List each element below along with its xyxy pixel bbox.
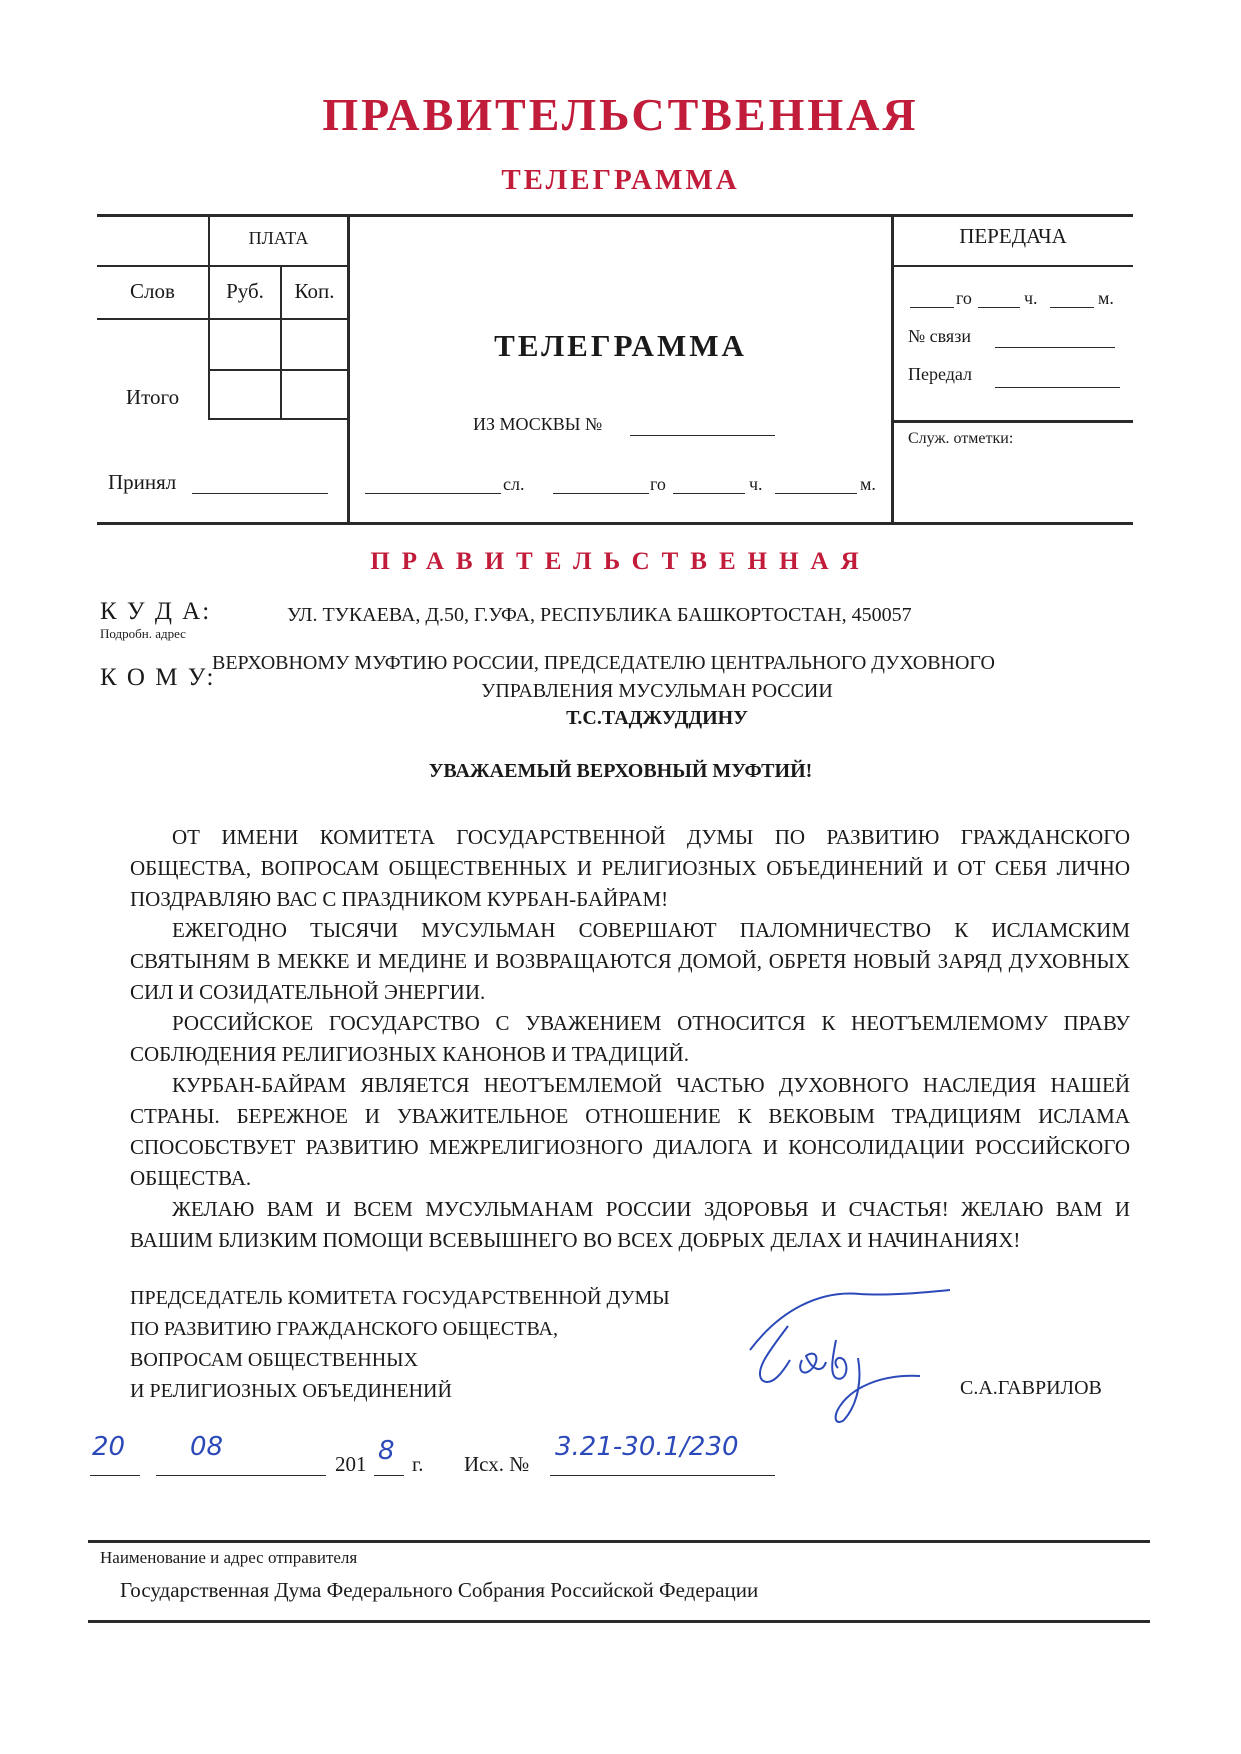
peredacha-label: ПЕРЕДАЧА: [959, 224, 1067, 248]
peredacha-rule: [893, 265, 1133, 267]
sluzh-rule: [893, 420, 1133, 423]
kuda-sublabel: Подробн. адрес: [100, 626, 186, 641]
date-year-digit: 8: [378, 1436, 395, 1466]
m-label: м.: [860, 474, 876, 494]
sender-top-rule: [88, 1540, 1150, 1543]
r-m-label: м.: [1098, 288, 1114, 308]
plata-rule: [97, 265, 349, 267]
position-line: ВОПРОСАМ ОБЩЕСТВЕННЫХ: [130, 1349, 419, 1371]
form-bottom-rule: [97, 522, 1133, 525]
paragraph: РОССИЙСКОЕ ГОСУДАРСТВО С УВАЖЕНИЕМ ОТНОСИТСЯ К НЕОТЪЕМЛЕМОМУ ПРАВУ СОБЛЮДЕНИЯ РЕЛИГИОЗНЫХ КАНОНОВ И ТРАДИЦИЙ.: [130, 1011, 1130, 1066]
prinyal-line: [192, 492, 328, 494]
sluzh-label: Служ. отметки:: [908, 430, 1014, 447]
sender-bottom-rule: [88, 1620, 1150, 1623]
position-line: И РЕЛИГИОЗНЫХ ОБЪЕДИНЕНИЙ: [130, 1380, 452, 1402]
komu-recipient: Т.С.ТАДЖУДДИНУ: [566, 707, 748, 729]
nom-svyazi-label: № связи: [908, 326, 971, 346]
iz-moskvy-label: ИЗ МОСКВЫ №: [473, 414, 603, 434]
slov-rule: [97, 318, 349, 320]
go-line: [553, 492, 649, 494]
plata-label: ПЛАТА: [248, 228, 309, 248]
paragraph: КУРБАН-БАЙРАМ ЯВЛЯЕТСЯ НЕОТЪЕМЛЕМОЙ ЧАСТЬЮ ДУХОВНОГО НАСЛЕДИЯ НАШЕЙ СТРАНЫ. БЕРЕЖНОЕ И УВАЖИТЕЛЬНОЕ ОТНОШЕНИЕ К ВЕКОВЫМ ТРАДИЦИЯМ ИСЛАМА СПОСОБСТВУЕТ РАЗВИТИЮ МЕЖРЕЛИГИОЗНОГО ДИАЛОГА И КОНСОЛИДАЦИИ РОССИЙСКОГО ОБЩЕСТВА.: [130, 1073, 1130, 1190]
date-year-suffix: г.: [412, 1452, 424, 1476]
date-month: 08: [190, 1432, 224, 1462]
date-year-prefix: 201: [335, 1452, 367, 1476]
komu-line-1: ВЕРХОВНОМУ МУФТИЮ РОССИИ, ПРЕДСЕДАТЕЛЮ ЦЕНТРАЛЬНОГО ДУХОВНОГО: [212, 652, 995, 674]
itogo-label: Итого: [125, 385, 180, 409]
peredal-label: Передал: [908, 364, 973, 384]
kuda-address: УЛ. ТУКАЕВА, Д.50, Г.УФА, РЕСПУБЛИКА БАШКОРТОСТАН, 450057: [287, 604, 912, 626]
peredal-line: [995, 386, 1120, 388]
paragraph: ОТ ИМЕНИ КОМИТЕТА ГОСУДАРСТВЕННОЙ ДУМЫ ПО РАЗВИТИЮ ГРАЖДАНСКОГО ОБЩЕСТВА, ВОПРОСАМ ОБЩЕСТВЕННЫХ И РЕЛИГИОЗНЫХ ОБЪЕДИНЕНИЙ И ОТ СЕБЯ ЛИЧНО ПОЗДРАВЛЯЮ ВАС С ПРАЗДНИКОМ КУРБАН-БАЙРАМ!: [130, 825, 1130, 911]
left-col-divider: [347, 214, 350, 524]
ch-line: [673, 492, 745, 494]
date-year-line: [374, 1474, 404, 1476]
center-title: ТЕЛЕГРАММА: [494, 328, 747, 363]
slov-label: Слов: [130, 279, 175, 303]
sender-label: Наименование и адрес отправителя: [100, 1548, 358, 1567]
r-go-label: го: [956, 288, 972, 308]
komu-line-2: УПРАВЛЕНИЯ МУСУЛЬМАН РОССИИ: [481, 680, 833, 702]
r-go-line: [910, 306, 954, 308]
r-m-line: [1050, 306, 1094, 308]
prinyal-label: Принял: [108, 470, 177, 494]
nom-svyazi-line: [995, 346, 1115, 348]
date-day: 20: [92, 1432, 126, 1462]
document-title: ПРАВИТЕЛЬСТВЕННАЯ: [322, 89, 919, 140]
handwritten-signature: [740, 1270, 960, 1430]
form-top-rule: [97, 214, 1133, 217]
position-line: ПО РАЗВИТИЮ ГРАЖДАНСКОГО ОБЩЕСТВА,: [130, 1318, 558, 1340]
date-day-line: [90, 1474, 140, 1476]
rub-label: Руб.: [226, 279, 264, 303]
ref-number-label: Исх. №: [464, 1452, 530, 1476]
r-ch-line: [978, 306, 1020, 308]
paragraph: ЖЕЛАЮ ВАМ И ВСЕМ МУСУЛЬМАНАМ РОССИИ ЗДОРОВЬЯ И СЧАСТЬЯ! ЖЕЛАЮ ВАМ И ВАШИМ БЛИЗКИМ ПОМОЩИ ВСЕВЫШНЕГО ВО ВСЕХ ДОБРЫХ ДЕЛАХ И НАЧИНАНИЯХ!: [130, 1197, 1130, 1252]
kuda-label: К У Д А:: [100, 598, 212, 625]
paragraph: ЕЖЕГОДНО ТЫСЯЧИ МУСУЛЬМАН СОВЕРШАЮТ ПАЛОМНИЧЕСТВО К ИСЛАМСКИМ СВЯТЫНЯМ В МЕККЕ И МЕДИНЕ И ВОЗВРАЩАЮТСЯ ДОМОЙ, ОБРЕТЯ НОВЫЙ ЗАРЯД ДУХОВНЫХ СИЛ И СОЗИДАТЕЛЬНОЙ ЭНЕРГИИ.: [130, 918, 1130, 1004]
sl-line: [365, 492, 501, 494]
go-label: го: [650, 474, 666, 494]
sl-label: сл.: [503, 474, 525, 494]
date-month-line: [156, 1474, 326, 1476]
document-subtitle: ТЕЛЕГРАММА: [501, 164, 740, 196]
ref-number-value: 3.21-30.1/230: [555, 1432, 739, 1462]
sender-value: Государственная Дума Федерального Собрания Российской Федерации: [120, 1578, 759, 1602]
kop-label: Коп.: [294, 279, 335, 303]
m-line: [775, 492, 857, 494]
right-col-divider: [891, 214, 894, 524]
komu-label: К О М У:: [100, 664, 216, 691]
government-band: ПРАВИТЕЛЬСТВЕННАЯ: [370, 548, 871, 575]
letter-body: [130, 822, 1130, 1256]
position-line: ПРЕДСЕДАТЕЛЬ КОМИТЕТА ГОСУДАРСТВЕННОЙ ДУМЫ: [130, 1287, 670, 1309]
signatory-position: [130, 1283, 670, 1407]
iz-moskvy-line: [630, 434, 775, 436]
greeting: УВАЖАЕМЫЙ ВЕРХОВНЫЙ МУФТИЙ!: [428, 760, 813, 782]
r-ch-label: ч.: [1024, 288, 1038, 308]
signatory-name: С.А.ГАВРИЛОВ: [960, 1377, 1102, 1399]
ch-label: ч.: [749, 474, 763, 494]
ref-number-line: [550, 1474, 775, 1476]
